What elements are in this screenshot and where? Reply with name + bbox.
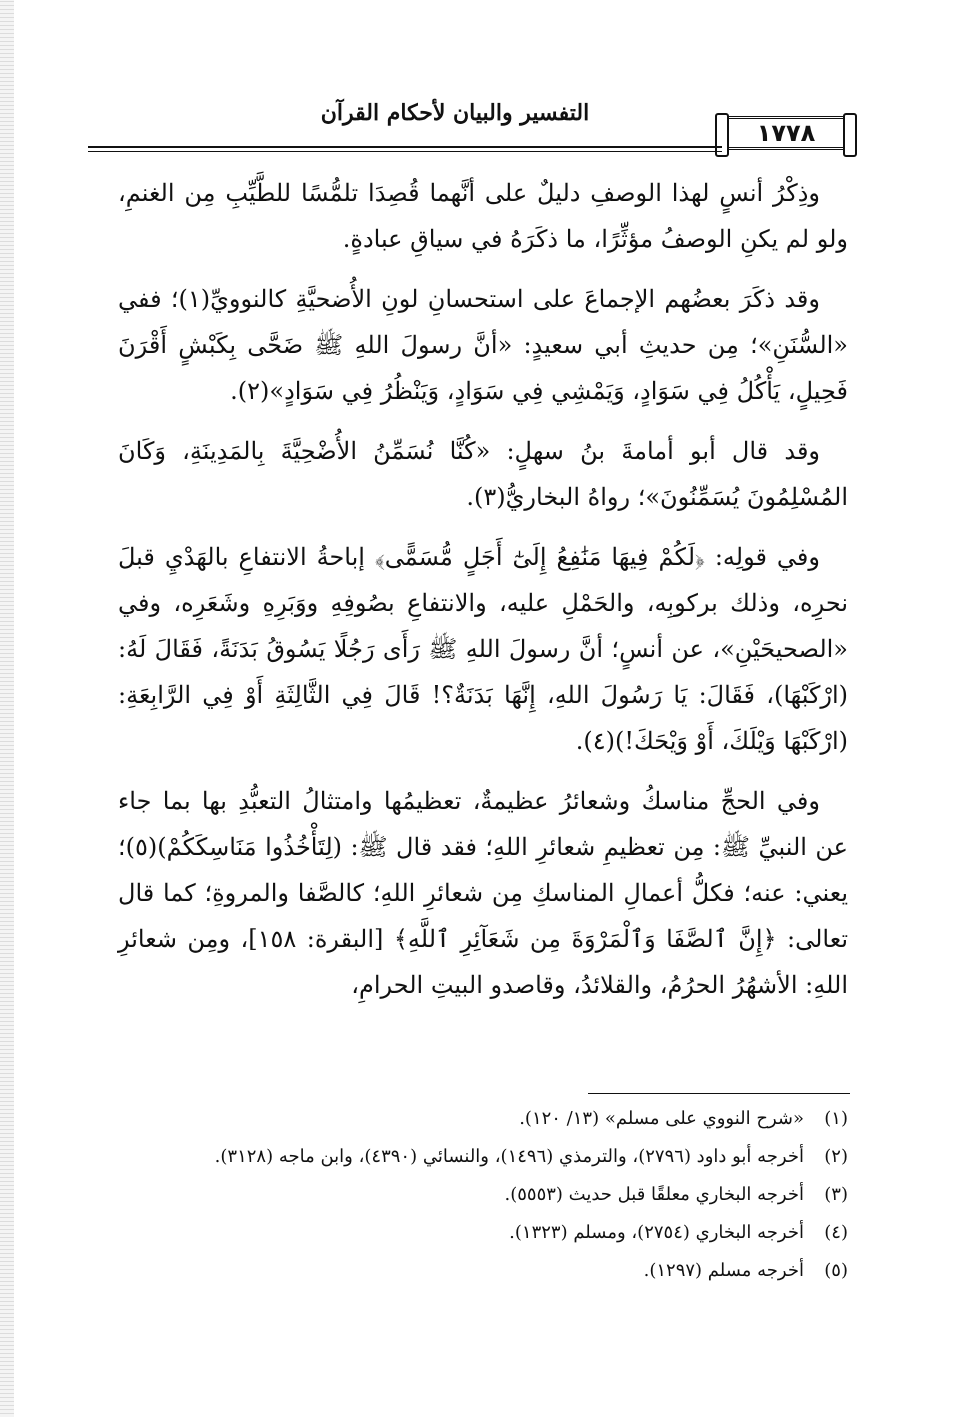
footnote-text: «شرح النووي على مسلم» (١٣/ ١٢٠).	[519, 1108, 804, 1129]
header-rule-thin	[88, 151, 722, 152]
footnote-separator	[588, 1093, 850, 1094]
book-title: التفسير والبيان لأحكام القرآن	[320, 100, 590, 126]
footnote-text: أخرجه مسلم (١٢٩٧).	[643, 1260, 804, 1281]
footnote-number: (٣)	[824, 1184, 848, 1205]
footnote	[118, 1140, 848, 1174]
page-number: ١٧٧٨	[722, 116, 850, 150]
footnote-number: (٢)	[824, 1146, 848, 1167]
paragraph: وفي الحجِّ مناسكُ وشعائرُ عظيمةٌ، تعظيمُها وامتثالُ التعبُّدِ بها بما جاء عن النبيِّ ﷺ: مِن تعظيمِ شعائرِ اللهِ؛ فقد قال ﷺ: (لِتَأْخُذُوا مَنَاسِكَكُمْ)(٥)؛ يعني: عنه؛ فكلُّ أعمالِ المناسكِ مِن شعائرِ اللهِ؛ كالصَّفا والمروةِ؛ كما قال تعالى: ﴿إِنَّ ٱلصَّفَا وَٱلْمَرْوَةَ مِن شَعَآئِرِ ٱللَّهِ﴾ [البقرة: ١٥٨]، ومِن شعائرِ اللهِ: الأشهُرُ الحرُمُ، والقلائدُ، وقاصدو البيتِ الحرامِ،	[118, 787, 848, 999]
footnote-text: أخرجه البخاري (٢٧٥٤)، ومسلم (١٣٢٣).	[509, 1222, 804, 1243]
header-rule	[88, 146, 722, 148]
footnote-text: أخرجه البخاري معلقًا قبل حديث (٥٥٥٣).	[504, 1184, 804, 1205]
footnotes	[118, 1102, 848, 1292]
scan-edge	[0, 0, 14, 1417]
footnote-number: (١)	[824, 1108, 848, 1129]
main-text	[118, 170, 848, 1022]
footnote	[118, 1254, 848, 1288]
paragraph: وفي قولِه: ﴿لَكُمْ فِيهَا مَنَٰفِعُ إِلَىٰٓ أَجَلٍ مُّسَمًّى﴾ إباحةُ الانتفاعِ بالهَدْيِ قبلَ نحرِه، وذلك بركوبِه، والحَمْلِ عليه، والانتفاعِ بصُوفِهِ ووَبَرِهِ وشَعَرِه، وفي «الصحيحَيْنِ»، عن أنسٍ؛ أنَّ رسولَ اللهِ ﷺ رَأَى رَجُلًا يَسُوقُ بَدَنَةً، فَقَالَ لَهُ: (ارْكَبْهَا)، فَقَالَ: يَا رَسُولَ اللهِ، إِنَّهَا بَدَنَةٌ؟! قَالَ فِي الثَّالِثَةِ أَوْ فِي الرَّابِعَةِ: (ارْكَبْهَا وَيْلَكَ، أَوْ وَيْحَكَ!)(٤).	[118, 543, 848, 755]
footnote-number: (٤)	[824, 1222, 848, 1243]
page-header	[88, 100, 850, 158]
footnote	[118, 1216, 848, 1250]
footnote	[118, 1178, 848, 1212]
paragraph: وذِكْرُ أنسٍ لهذا الوصفِ دليلٌ على أنَّهما قُصِدَا تلمُّسًا للطَّيِّبِ مِن الغنمِ، ولو لم يكنِ الوصفُ مؤثِّرًا، ما ذكَرَهُ في سياقِ عبادةٍ.	[118, 179, 848, 253]
paragraph: وقد ذكَرَ بعضُهم الإجماعَ على استحسانِ لونِ الأُضحيَّةِ كالنوويِّ(١)؛ ففي «السُّنَنِ»؛ مِن حديثِ أبي سعيدٍ: «أنَّ رسولَ اللهِ ﷺ ضَحَّى بِكَبْشٍ أَقْرَنَ فَحِيلٍ، يَأْكُلُ فِي سَوَادٍ، وَيَمْشِي فِي سَوَادٍ، وَيَنْظُرُ فِي سَوَادٍ»(٢).	[118, 285, 848, 405]
paragraph: وقد قال أبو أمامةَ بنُ سهلٍ: «كُنَّا نُسَمِّنُ الأُضْحِيَّةَ بِالمَدِينَةِ، وَكَانَ المُسْلِمُونَ يُسَمِّنُونَ»؛ رواهُ البخاريُّ(٣).	[118, 437, 848, 511]
footnote-text: أخرجه أبو داود (٢٧٩٦)، والترمذي (١٤٩٦)، والنسائي (٤٣٩٠)، وابن ماجه (٣١٢٨).	[214, 1146, 804, 1167]
footnote-number: (٥)	[824, 1260, 848, 1281]
footnote	[118, 1102, 848, 1136]
